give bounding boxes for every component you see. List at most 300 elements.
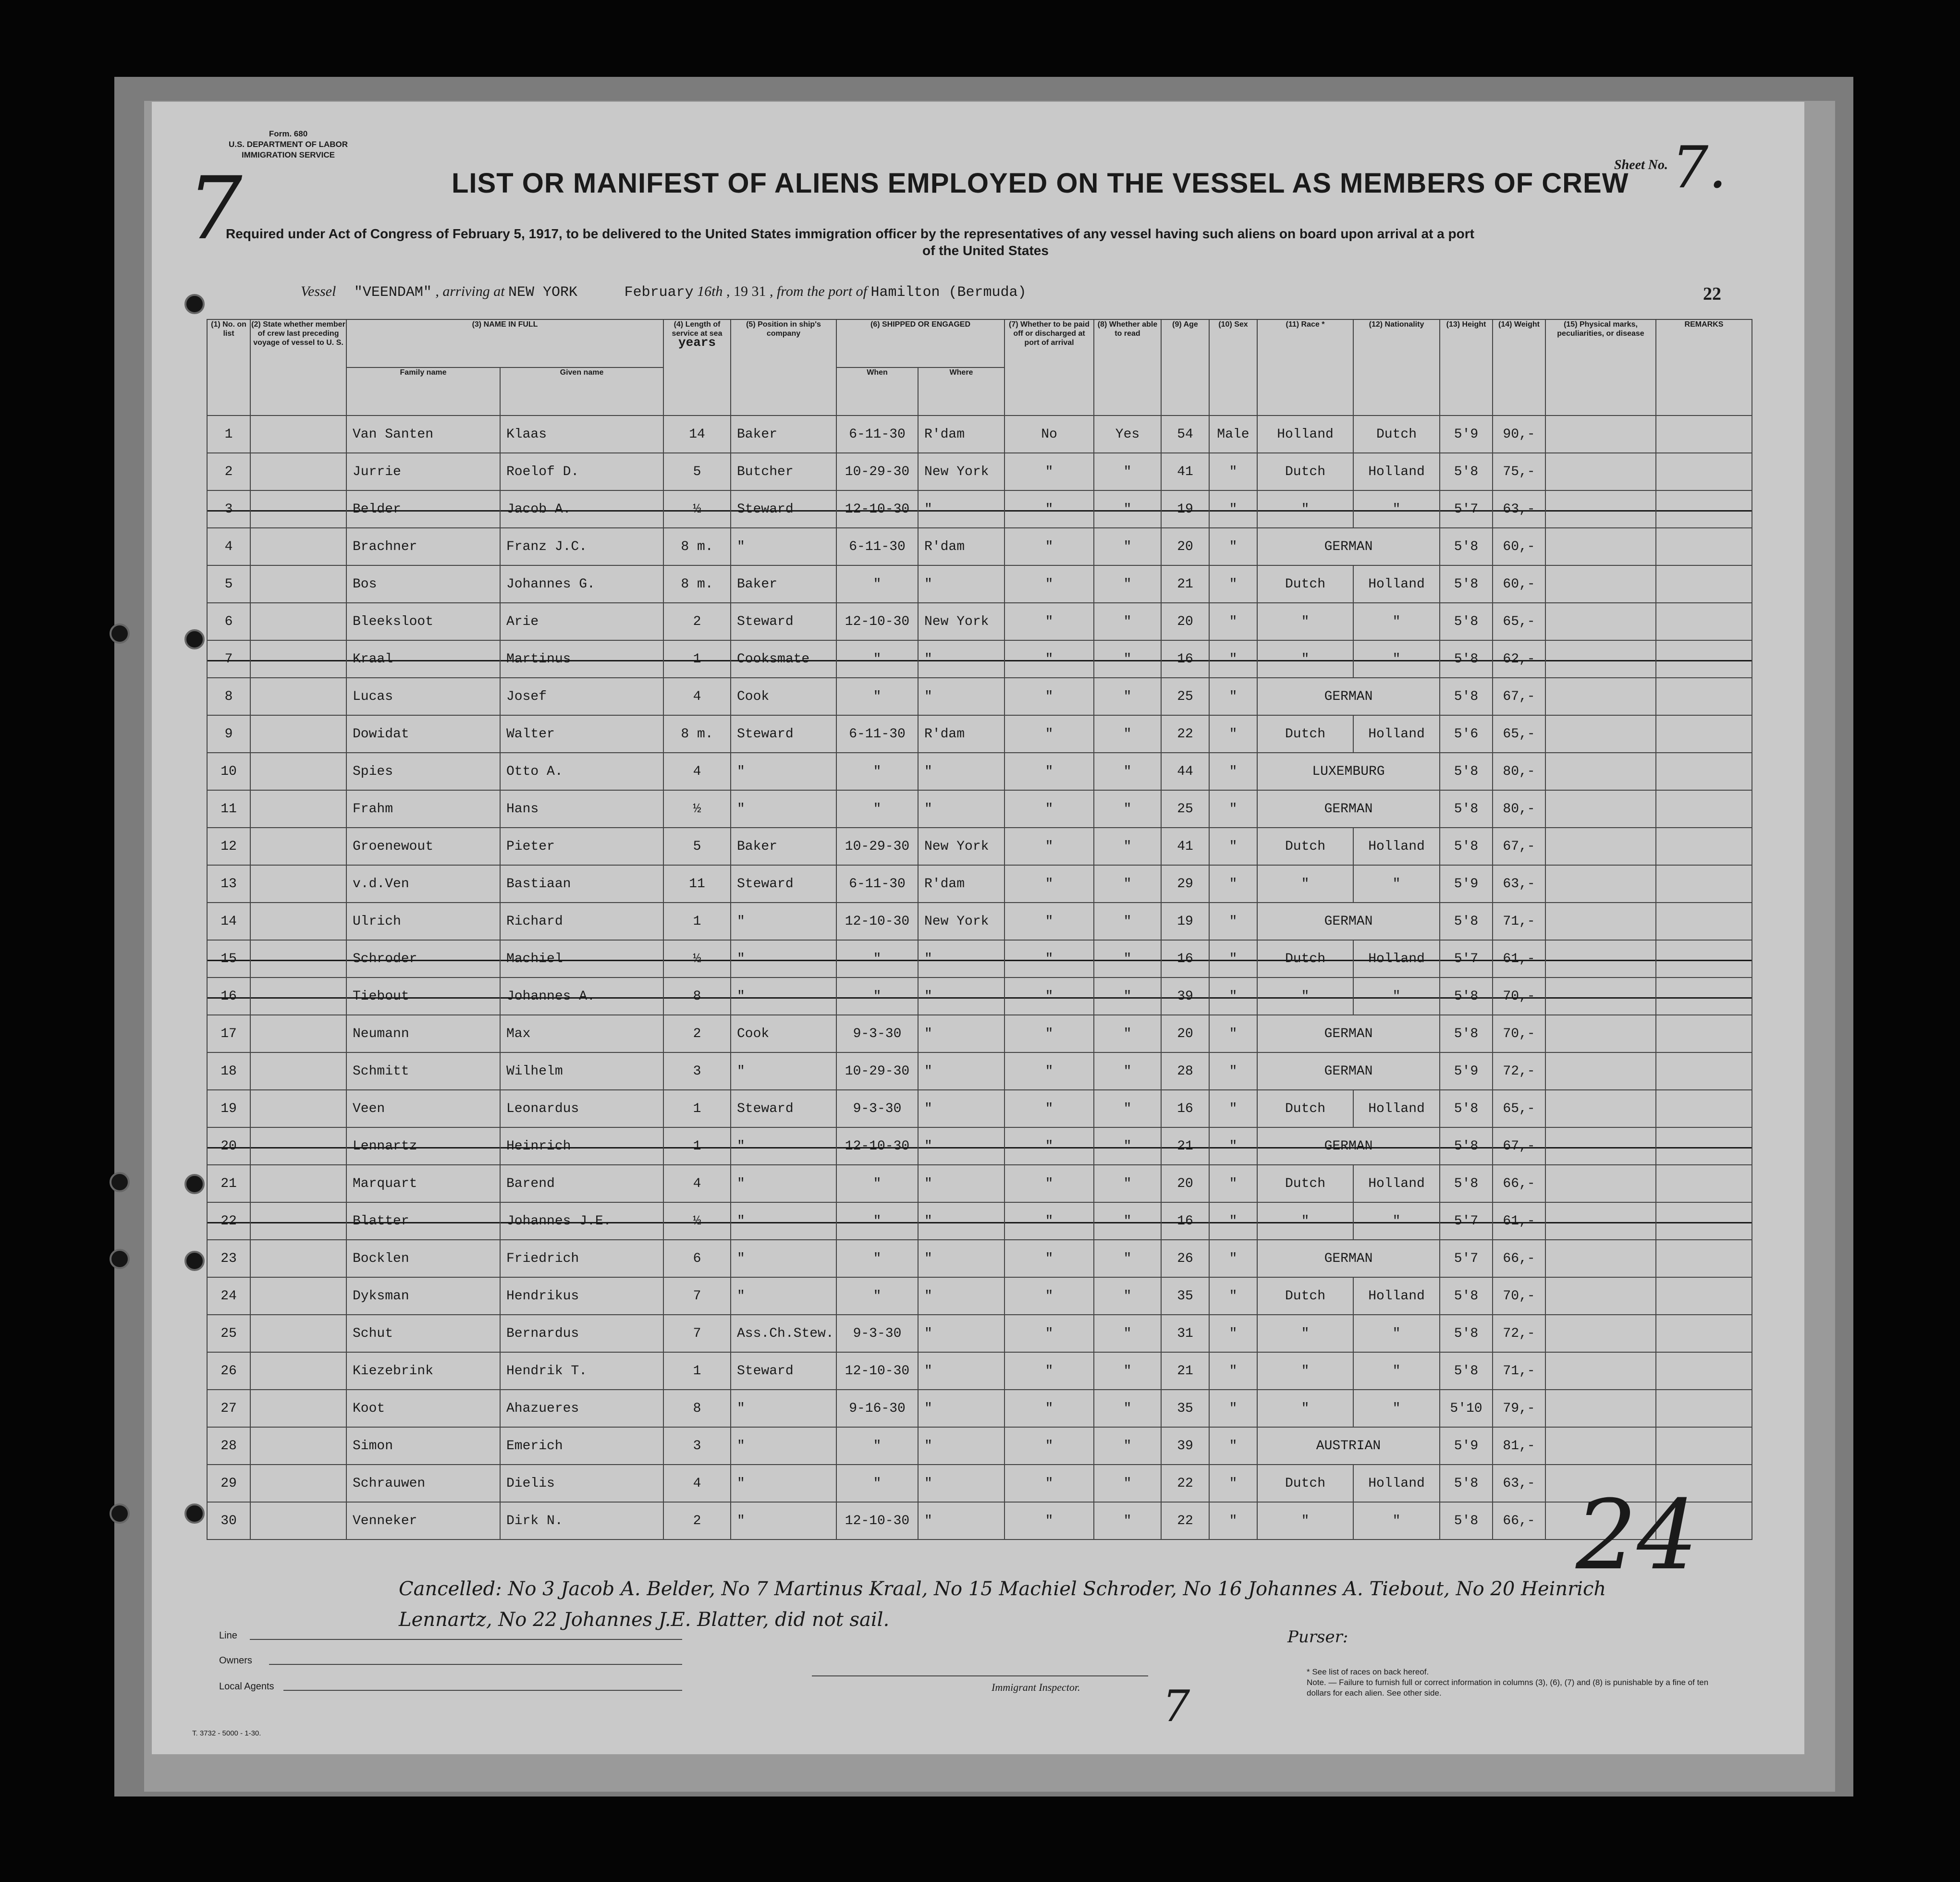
height: 5'8	[1440, 1315, 1493, 1352]
margin-mark: 7	[187, 159, 243, 259]
height: 5'8	[1440, 1277, 1493, 1315]
age: 19	[1161, 903, 1209, 940]
table-row	[207, 978, 1752, 1015]
shipped-where: "	[918, 565, 1004, 603]
position: "	[731, 1165, 836, 1202]
able-to-read: "	[1094, 940, 1161, 978]
row-number: 20	[207, 1127, 250, 1165]
service-length: 6	[663, 1240, 731, 1277]
weight: 71,-	[1493, 903, 1545, 940]
given-name: Hendrikus	[500, 1277, 663, 1315]
form-number: Form. 680	[269, 129, 308, 138]
physical-marks	[1545, 678, 1656, 715]
paid-off: "	[1004, 940, 1094, 978]
table-row	[207, 1502, 1752, 1540]
paid-off: "	[1004, 678, 1094, 715]
weight: 70,-	[1493, 1277, 1545, 1315]
paid-off: "	[1004, 1165, 1094, 1202]
given-name: Johannes J.E.	[500, 1202, 663, 1240]
service-length: 2	[663, 1502, 731, 1540]
row-number: 1	[207, 416, 250, 453]
row-number: 21	[207, 1165, 250, 1202]
remarks	[1656, 1315, 1752, 1352]
family-name: Tiebout	[346, 978, 500, 1015]
height: 5'9	[1440, 1427, 1493, 1465]
arrival-day: 16th	[697, 283, 723, 299]
able-to-read: "	[1094, 1427, 1161, 1465]
family-name: Brachner	[346, 528, 500, 565]
row-number: 13	[207, 865, 250, 903]
race: GERMAN	[1257, 1127, 1440, 1165]
age: 20	[1161, 1015, 1209, 1052]
nationality: Dutch	[1353, 416, 1440, 453]
col-given-header: Given name	[500, 367, 663, 416]
remarks	[1656, 490, 1752, 528]
weight: 66,-	[1493, 1165, 1545, 1202]
col-where-header: Where	[918, 367, 1004, 416]
age: 31	[1161, 1315, 1209, 1352]
shipped-where: R'dam	[918, 715, 1004, 753]
right-number: 22	[1703, 284, 1721, 304]
prev-voyage	[250, 715, 346, 753]
col-name-header: (3) NAME IN FULL	[346, 319, 663, 367]
row-number: 6	[207, 603, 250, 640]
paid-off: "	[1004, 1390, 1094, 1427]
given-name: Leonardus	[500, 1090, 663, 1127]
sex: "	[1209, 1165, 1257, 1202]
service-length: 4	[663, 1165, 731, 1202]
physical-marks	[1545, 453, 1656, 490]
table-row	[207, 715, 1752, 753]
paid-off: "	[1004, 603, 1094, 640]
row-number: 12	[207, 828, 250, 865]
weight: 63,-	[1493, 865, 1545, 903]
prev-voyage	[250, 1165, 346, 1202]
remarks	[1656, 1127, 1752, 1165]
able-to-read: "	[1094, 528, 1161, 565]
paid-off: "	[1004, 1127, 1094, 1165]
col-height-header: (13) Height	[1440, 319, 1493, 416]
service-length: ½	[663, 790, 731, 828]
prev-voyage	[250, 1277, 346, 1315]
remarks	[1656, 978, 1752, 1015]
row-number: 22	[207, 1202, 250, 1240]
service-length: 8 m.	[663, 528, 731, 565]
paid-off: "	[1004, 640, 1094, 678]
height: 5'8	[1440, 1502, 1493, 1540]
able-to-read: "	[1094, 1352, 1161, 1390]
bottom-mark: 7	[1163, 1681, 1190, 1732]
weight: 80,-	[1493, 790, 1545, 828]
service-length: 1	[663, 640, 731, 678]
sex: "	[1209, 1315, 1257, 1352]
service-label: (4) Length of service at sea	[672, 320, 723, 338]
paid-off: "	[1004, 490, 1094, 528]
family-name: Lennartz	[346, 1127, 500, 1165]
sex: "	[1209, 1277, 1257, 1315]
table-row	[207, 1315, 1752, 1352]
race: GERMAN	[1257, 903, 1440, 940]
age: 22	[1161, 715, 1209, 753]
remarks	[1656, 1240, 1752, 1277]
shipped-when: "	[836, 640, 918, 678]
shipped-where: "	[918, 1240, 1004, 1277]
service-length: 3	[663, 1052, 731, 1090]
arrival-year: , 19 31	[726, 283, 766, 299]
family-name: Groenewout	[346, 828, 500, 865]
arrival-month: February	[624, 284, 694, 301]
position: Steward	[731, 603, 836, 640]
shipped-where: "	[918, 1090, 1004, 1127]
prev-voyage	[250, 753, 346, 790]
row-number: 23	[207, 1240, 250, 1277]
prev-voyage	[250, 828, 346, 865]
service-length: 2	[663, 1015, 731, 1052]
row-number: 19	[207, 1090, 250, 1127]
table-row	[207, 1090, 1752, 1127]
family-name: Van Santen	[346, 416, 500, 453]
given-name: Walter	[500, 715, 663, 753]
weight: 63,-	[1493, 1465, 1545, 1502]
physical-marks	[1545, 565, 1656, 603]
prev-voyage	[250, 1352, 346, 1390]
given-name: Martinus	[500, 640, 663, 678]
col-prev-voyage-header: (2) State whether member of crew last preceding voyage of vessel to U. S.	[250, 319, 346, 416]
physical-marks	[1545, 1352, 1656, 1390]
shipped-when: "	[836, 1202, 918, 1240]
family-name: Bleeksloot	[346, 603, 500, 640]
footnote-penalty: Note. — Failure to furnish full or correct information in columns (3), (6), (7) and (8) is punishable by a fine of ten dollars for each alien. See other side.	[1307, 1678, 1709, 1698]
remarks	[1656, 1165, 1752, 1202]
sex: "	[1209, 565, 1257, 603]
height: 5'8	[1440, 603, 1493, 640]
able-to-read: "	[1094, 1277, 1161, 1315]
able-to-read: "	[1094, 1465, 1161, 1502]
sex: "	[1209, 828, 1257, 865]
age: 39	[1161, 1427, 1209, 1465]
shipped-where: "	[918, 790, 1004, 828]
position: "	[731, 1427, 836, 1465]
position: "	[731, 1240, 836, 1277]
family-name: Kraal	[346, 640, 500, 678]
sex: "	[1209, 1390, 1257, 1427]
remarks	[1656, 1352, 1752, 1390]
position: Steward	[731, 865, 836, 903]
paid-off: "	[1004, 565, 1094, 603]
shipped-where: "	[918, 753, 1004, 790]
punch-hole	[110, 623, 130, 644]
prev-voyage	[250, 1090, 346, 1127]
paid-off: "	[1004, 1015, 1094, 1052]
prev-voyage	[250, 1127, 346, 1165]
nationality: "	[1353, 1202, 1440, 1240]
shipped-where: "	[918, 940, 1004, 978]
family-name: Marquart	[346, 1165, 500, 1202]
paid-off: "	[1004, 528, 1094, 565]
sex: "	[1209, 715, 1257, 753]
paid-off: No	[1004, 416, 1094, 453]
weight: 60,-	[1493, 565, 1545, 603]
prev-voyage	[250, 603, 346, 640]
row-number: 14	[207, 903, 250, 940]
family-name: Veen	[346, 1090, 500, 1127]
able-to-read: "	[1094, 1502, 1161, 1540]
race: GERMAN	[1257, 1052, 1440, 1090]
physical-marks	[1545, 1052, 1656, 1090]
given-name: Pieter	[500, 828, 663, 865]
col-marks-header: (15) Physical marks, peculiarities, or disease	[1545, 319, 1656, 416]
shipped-when: "	[836, 978, 918, 1015]
given-name: Arie	[500, 603, 663, 640]
physical-marks	[1545, 1427, 1656, 1465]
nationality: "	[1353, 865, 1440, 903]
race: Dutch	[1257, 1090, 1353, 1127]
given-name: Dirk N.	[500, 1502, 663, 1540]
row-number: 27	[207, 1390, 250, 1427]
row-number: 30	[207, 1502, 250, 1540]
shipped-when: 6-11-30	[836, 865, 918, 903]
shipped-where: "	[918, 1277, 1004, 1315]
race: "	[1257, 490, 1353, 528]
age: 21	[1161, 565, 1209, 603]
punch-hole	[184, 1503, 205, 1524]
shipped-where: "	[918, 978, 1004, 1015]
race: "	[1257, 603, 1353, 640]
weight: 62,-	[1493, 640, 1545, 678]
cancelled-note: Cancelled: No 3 Jacob A. Belder, No 7 Martinus Kraal, No 15 Machiel Schroder, No 16 Johannes A. Tiebout, No 20 Heinrich Lennartz, No 22 Johannes J.E. Blatter, did not sail.	[399, 1578, 1606, 1631]
age: 22	[1161, 1465, 1209, 1502]
height: 5'8	[1440, 528, 1493, 565]
height: 5'8	[1440, 790, 1493, 828]
height: 5'8	[1440, 678, 1493, 715]
remarks	[1656, 678, 1752, 715]
prev-voyage	[250, 1202, 346, 1240]
paid-off: "	[1004, 828, 1094, 865]
remarks	[1656, 1202, 1752, 1240]
paid-off: "	[1004, 715, 1094, 753]
physical-marks	[1545, 790, 1656, 828]
prev-voyage	[250, 1015, 346, 1052]
crew-table	[207, 319, 1752, 1540]
table-row	[207, 1127, 1752, 1165]
height: 5'9	[1440, 1052, 1493, 1090]
family-name: Lucas	[346, 678, 500, 715]
prev-voyage	[250, 865, 346, 903]
col-service-header	[663, 319, 731, 416]
remarks	[1656, 1390, 1752, 1427]
family-name: Belder	[346, 490, 500, 528]
family-name: Jurrie	[346, 453, 500, 490]
position: "	[731, 1277, 836, 1315]
weight: 79,-	[1493, 1390, 1545, 1427]
department: U.S. DEPARTMENT OF LABOR	[228, 140, 348, 149]
shipped-when: 9-16-30	[836, 1390, 918, 1427]
nationality: "	[1353, 1390, 1440, 1427]
race: GERMAN	[1257, 790, 1440, 828]
punch-hole	[184, 1174, 205, 1194]
remarks	[1656, 1090, 1752, 1127]
weight: 65,-	[1493, 1090, 1545, 1127]
age: 35	[1161, 1277, 1209, 1315]
position: "	[731, 978, 836, 1015]
physical-marks	[1545, 490, 1656, 528]
position: Baker	[731, 828, 836, 865]
able-to-read: "	[1094, 790, 1161, 828]
shipped-when: "	[836, 1427, 918, 1465]
weight: 71,-	[1493, 1352, 1545, 1390]
paid-off: "	[1004, 1240, 1094, 1277]
position: "	[731, 940, 836, 978]
prev-voyage	[250, 1390, 346, 1427]
footnote	[1307, 1667, 1720, 1699]
shipped-when: "	[836, 1465, 918, 1502]
able-to-read: Yes	[1094, 416, 1161, 453]
given-name: Dielis	[500, 1465, 663, 1502]
nationality: "	[1353, 490, 1440, 528]
service-length: 5	[663, 828, 731, 865]
sex: "	[1209, 790, 1257, 828]
remarks	[1656, 416, 1752, 453]
nationality: Holland	[1353, 715, 1440, 753]
row-number: 5	[207, 565, 250, 603]
race: "	[1257, 1202, 1353, 1240]
subtitle: Required under Act of Congress of February 5, 1917, to be delivered to the United States immigration officer by the representatives of any vessel having such aliens on board upon arrival at a port	[226, 226, 1474, 241]
prev-voyage	[250, 640, 346, 678]
given-name: Klaas	[500, 416, 663, 453]
age: 44	[1161, 753, 1209, 790]
line-label: Line	[219, 1630, 237, 1641]
service-length: 4	[663, 678, 731, 715]
paid-off: "	[1004, 790, 1094, 828]
sheet-label: Sheet No.	[1614, 158, 1668, 172]
shipped-when: 9-3-30	[836, 1315, 918, 1352]
race: GERMAN	[1257, 678, 1440, 715]
remarks	[1656, 603, 1752, 640]
able-to-read: "	[1094, 1127, 1161, 1165]
sex: "	[1209, 903, 1257, 940]
col-position-header: (5) Position in ship's company	[731, 319, 836, 416]
sex: "	[1209, 528, 1257, 565]
race: "	[1257, 1315, 1353, 1352]
prev-voyage	[250, 903, 346, 940]
physical-marks	[1545, 865, 1656, 903]
family-name: Venneker	[346, 1502, 500, 1540]
service-length: 1	[663, 1127, 731, 1165]
table-row	[207, 828, 1752, 865]
col-shipped-header: (6) SHIPPED OR ENGAGED	[836, 319, 1004, 367]
remarks	[1656, 903, 1752, 940]
service-length: 7	[663, 1315, 731, 1352]
physical-marks	[1545, 1127, 1656, 1165]
weight: 80,-	[1493, 753, 1545, 790]
position: Steward	[731, 1090, 836, 1127]
height: 5'8	[1440, 1090, 1493, 1127]
physical-marks	[1545, 940, 1656, 978]
paid-off: "	[1004, 453, 1094, 490]
age: 25	[1161, 678, 1209, 715]
remarks	[1656, 565, 1752, 603]
shipped-where: New York	[918, 453, 1004, 490]
paid-off: "	[1004, 1502, 1094, 1540]
race: "	[1257, 640, 1353, 678]
position: Ass.Ch.Stew.	[731, 1315, 836, 1352]
sex: "	[1209, 490, 1257, 528]
age: 26	[1161, 1240, 1209, 1277]
shipped-when: 6-11-30	[836, 528, 918, 565]
position: "	[731, 903, 836, 940]
height: 5'7	[1440, 1240, 1493, 1277]
physical-marks	[1545, 753, 1656, 790]
able-to-read: "	[1094, 1202, 1161, 1240]
table-row	[207, 865, 1752, 903]
family-name: Blatter	[346, 1202, 500, 1240]
remarks	[1656, 715, 1752, 753]
sex: "	[1209, 940, 1257, 978]
remarks	[1656, 1277, 1752, 1315]
given-name: Jacob A.	[500, 490, 663, 528]
position: "	[731, 528, 836, 565]
page-title: LIST OR MANIFEST OF ALIENS EMPLOYED ON THE VESSEL AS MEMBERS OF CREW	[452, 168, 1629, 199]
nationality: "	[1353, 603, 1440, 640]
row-number: 26	[207, 1352, 250, 1390]
table-row	[207, 603, 1752, 640]
sex: "	[1209, 978, 1257, 1015]
weight: 65,-	[1493, 715, 1545, 753]
able-to-read: "	[1094, 453, 1161, 490]
table-row	[207, 1015, 1752, 1052]
height: 5'8	[1440, 1165, 1493, 1202]
weight: 81,-	[1493, 1427, 1545, 1465]
age: 16	[1161, 1202, 1209, 1240]
height: 5'9	[1440, 416, 1493, 453]
sex: "	[1209, 1090, 1257, 1127]
service-length: 3	[663, 1427, 731, 1465]
table-row	[207, 1352, 1752, 1390]
table-row	[207, 1277, 1752, 1315]
shipped-where: "	[918, 1352, 1004, 1390]
row-number: 18	[207, 1052, 250, 1090]
physical-marks	[1545, 528, 1656, 565]
weight: 61,-	[1493, 940, 1545, 978]
height: 5'8	[1440, 828, 1493, 865]
row-number: 24	[207, 1277, 250, 1315]
position: "	[731, 1202, 836, 1240]
sex: "	[1209, 678, 1257, 715]
shipped-where: New York	[918, 603, 1004, 640]
height: 5'10	[1440, 1390, 1493, 1427]
given-name: Otto A.	[500, 753, 663, 790]
paid-off: "	[1004, 1465, 1094, 1502]
age: 41	[1161, 453, 1209, 490]
sex: "	[1209, 640, 1257, 678]
height: 5'8	[1440, 753, 1493, 790]
weight: 67,-	[1493, 678, 1545, 715]
shipped-where: "	[918, 1202, 1004, 1240]
row-number: 11	[207, 790, 250, 828]
service-length: ½	[663, 490, 731, 528]
race: Dutch	[1257, 940, 1353, 978]
given-name: Josef	[500, 678, 663, 715]
shipped-when: "	[836, 565, 918, 603]
able-to-read: "	[1094, 490, 1161, 528]
able-to-read: "	[1094, 1090, 1161, 1127]
family-name: v.d.Ven	[346, 865, 500, 903]
vessel-line	[301, 283, 1027, 301]
family-name: Bos	[346, 565, 500, 603]
table-row	[207, 790, 1752, 828]
prev-voyage	[250, 1052, 346, 1090]
table-row	[207, 640, 1752, 678]
